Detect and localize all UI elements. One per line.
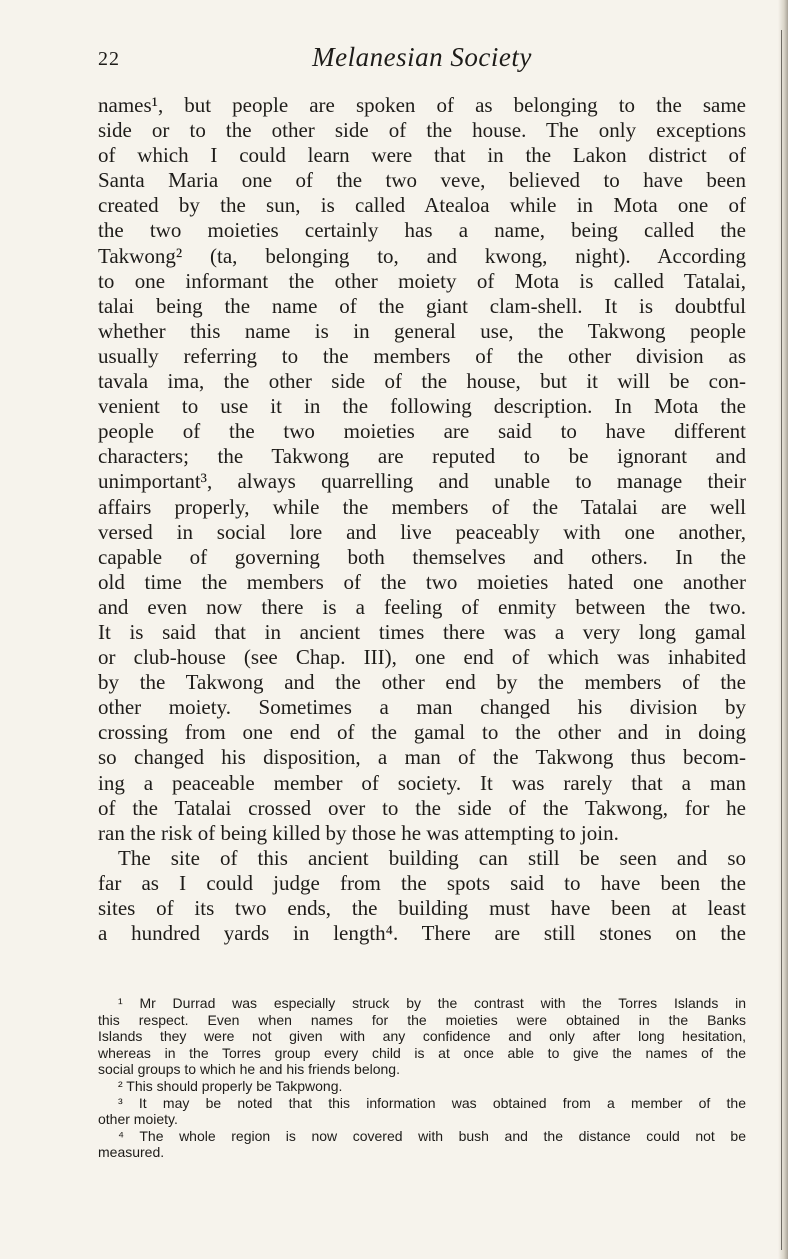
footnote-line: ² This should properly be Takpwong. [118, 1077, 343, 1094]
footnote-line: measured. [98, 1144, 165, 1161]
footnotes [98, 995, 746, 1161]
body-line: tavala ima, the other side of the house, but it will be con- [98, 369, 746, 394]
body-line: ran the risk of being killed by those he was attempting to join. [98, 820, 619, 845]
body-text [98, 93, 746, 946]
footnote-line: whereas in the Torres group every child is at once able to give the names of the [98, 1044, 746, 1061]
body-line: by the Takwong and the other end by the members of the [98, 670, 746, 695]
body-line: venient to use it in the following description. In Mota the [98, 394, 746, 419]
body-line: talai being the name of the giant clam-shell. It is doubtful [98, 293, 746, 318]
body-line: far as I could judge from the spots said to have been the [98, 870, 746, 895]
body-line: Takwong² (ta, belonging to, and kwong, night). According [98, 243, 746, 268]
body-line: or club-house (see Chap. III), one end of which was inhabited [98, 645, 746, 670]
body-line: old time the members of the two moieties hated one another [98, 569, 746, 594]
body-line: Santa Maria one of the two veve, believed to have been [98, 168, 746, 193]
body-line: other moiety. Sometimes a man changed his division by [98, 695, 746, 720]
body-line: to one informant the other moiety of Mota is called Tatalai, [98, 268, 746, 293]
body-line: side or to the other side of the house. The only exceptions [98, 118, 746, 143]
body-line: whether this name is in general use, the Takwong people [98, 318, 746, 343]
page-edge-line [781, 30, 782, 1250]
footnote-line: this respect. Even when names for the moieties were obtained in the Banks [98, 1011, 746, 1028]
footnote-line: ³ It may be noted that this information was obtained from a member of the [118, 1094, 746, 1111]
body-line: affairs properly, while the members of the Tatalai are well [98, 494, 746, 519]
body-line: usually referring to the members of the other division as [98, 343, 746, 368]
body-line: unimportant³, always quarrelling and unable to manage their [98, 469, 746, 494]
body-line: people of the two moieties are said to have different [98, 419, 746, 444]
body-line: a hundred yards in length⁴. There are still stones on the [98, 921, 746, 946]
body-line: The site of this ancient building can still be seen and so [118, 845, 746, 870]
body-line: It is said that in ancient times there was a very long gamal [98, 619, 746, 644]
footnote-line: social groups to which he and his friends belong. [98, 1061, 400, 1078]
body-line: sites of its two ends, the building must have been at least [98, 896, 746, 920]
page-header [98, 42, 746, 76]
body-line: created by the sun, is called Atealoa while in Mota one of [98, 193, 746, 218]
running-title: Melanesian Society [312, 42, 532, 72]
body-line: of the Tatalai crossed over to the side of the Takwong, for he [98, 795, 746, 820]
footnote-line: ¹ Mr Durrad was especially struck by the contrast with the Torres Islands in [118, 995, 746, 1011]
page-number: 22 [98, 48, 120, 70]
body-line: crossing from one end of the gamal to the other and in doing [98, 720, 746, 745]
footnote-line: Islands they were not given with any confidence and only after long hesitation, [98, 1028, 746, 1045]
body-line: so changed his disposition, a man of the Takwong thus becom- [98, 745, 746, 770]
body-line: of which I could learn were that in the Lakon district of [98, 143, 746, 168]
body-line: capable of governing both themselves and others. In the [98, 544, 746, 569]
body-line: versed in social lore and live peaceably with one another, [98, 519, 746, 544]
body-line: the two moieties certainly has a name, being called the [98, 218, 746, 243]
footnote-line: ⁴ The whole region is now covered with bush and the distance could not be [118, 1127, 746, 1144]
footnote-line: other moiety. [98, 1111, 178, 1128]
body-line: and even now there is a feeling of enmity between the two. [98, 594, 746, 619]
body-line: characters; the Takwong are reputed to be ignorant and [98, 444, 746, 469]
body-line: ing a peaceable member of society. It was rarely that a man [98, 770, 746, 795]
body-line: names¹, but people are spoken of as belonging to the same [98, 93, 746, 117]
page-edge [778, 0, 788, 1259]
